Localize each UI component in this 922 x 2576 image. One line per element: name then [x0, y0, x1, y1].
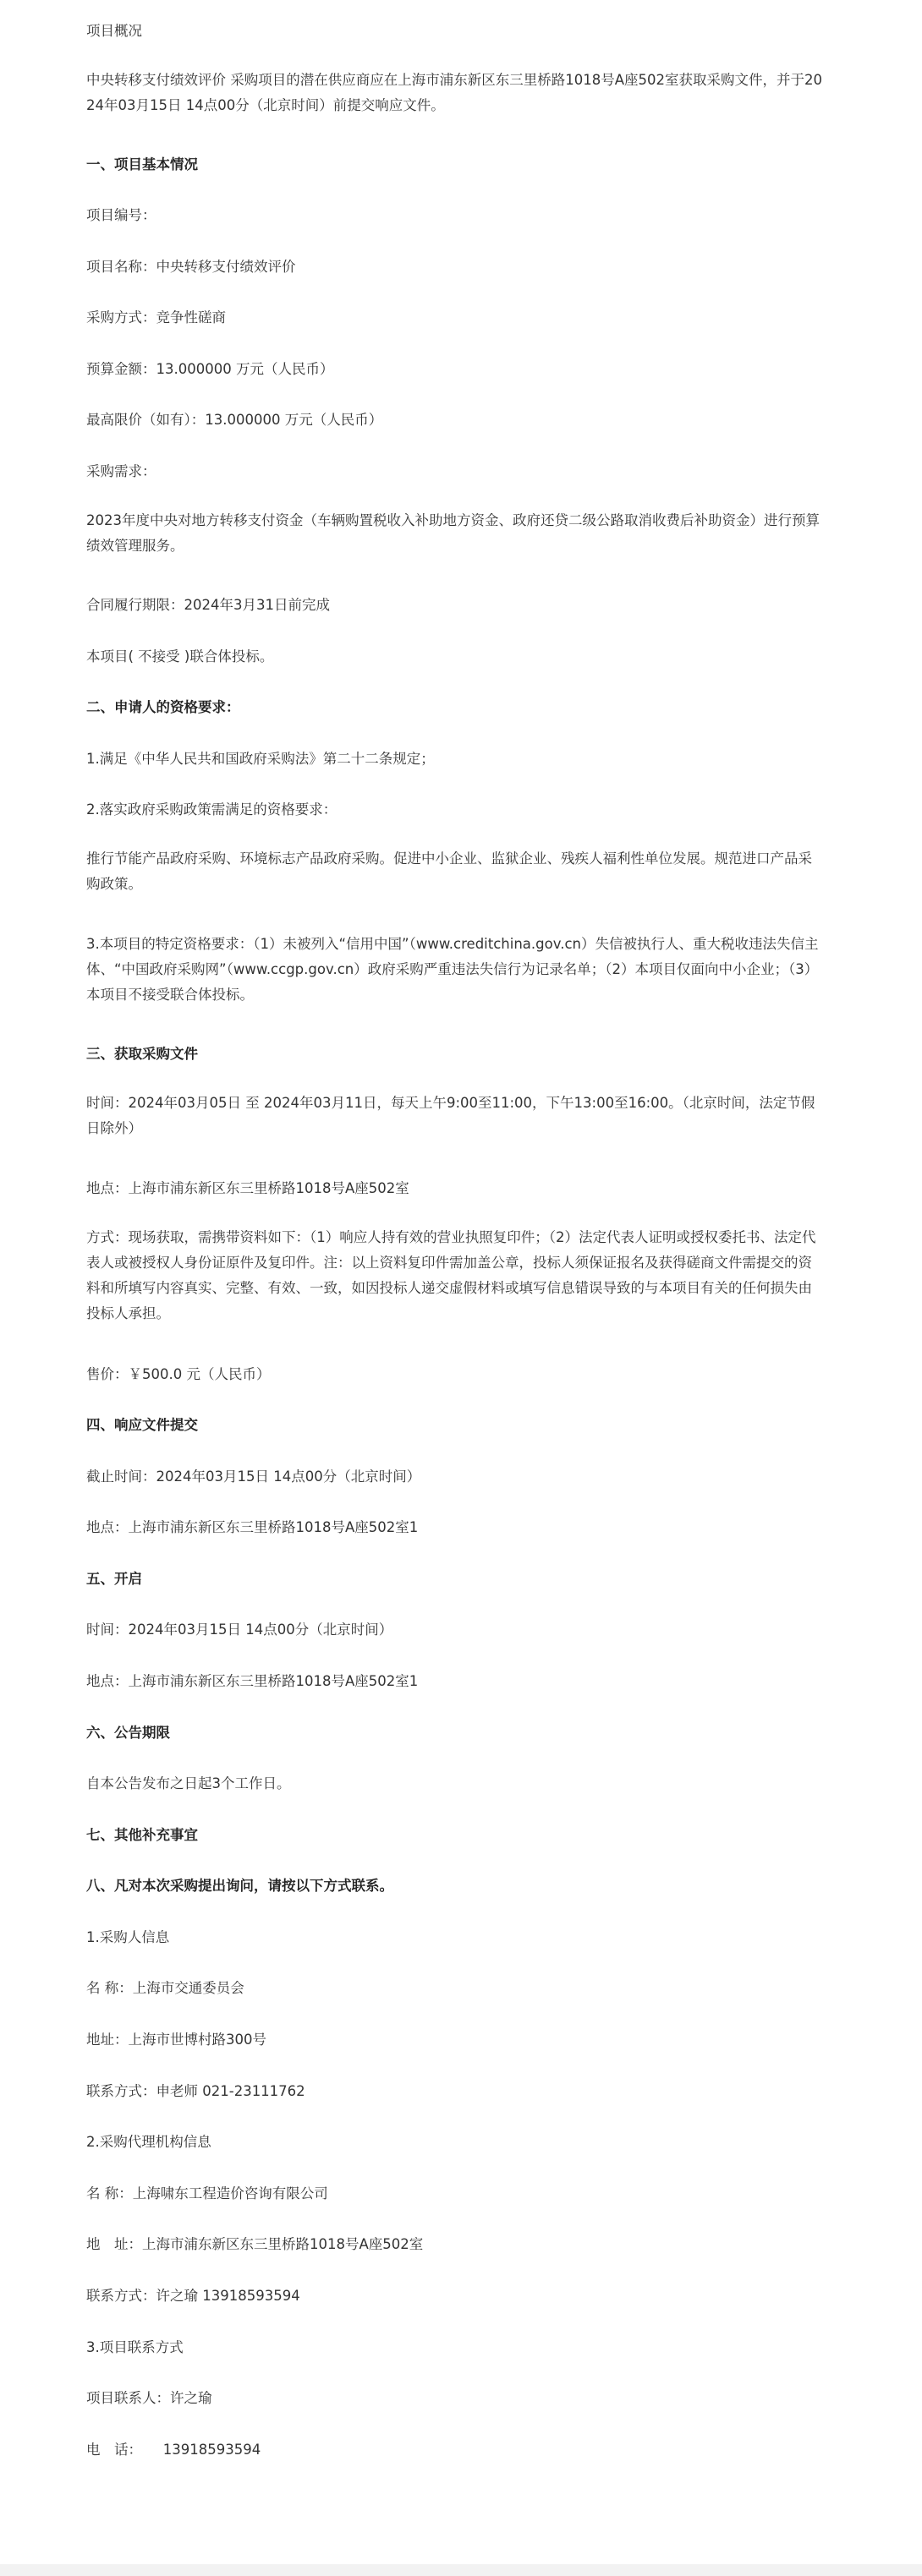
project-number: 项目编号：	[86, 207, 156, 223]
qualification-item-2: 2.落实政府采购政策需满足的资格要求：	[86, 801, 338, 818]
agency-label: 2.采购代理机构信息	[86, 2134, 211, 2150]
opening-place: 地点：上海市浦东新区东三里桥路1018号A座502室1	[86, 1673, 419, 1689]
section4-heading: 四、响应文件提交	[86, 1417, 198, 1433]
purchaser-address: 地址：上海市世博村路300号	[86, 2032, 266, 2048]
purchaser-name: 名 称：上海市交通委员会	[86, 1980, 244, 1996]
needs-label: 采购需求：	[86, 463, 156, 479]
section6-heading: 六、公告期限	[86, 1725, 170, 1741]
qualification-item-2-text: 推行节能产品政府采购、环境标志产品政府采购。促进中小企业、监狱企业、残疾人福利性单位发展。规范进口产品采购政策。	[86, 850, 812, 892]
purchaser-label: 1.采购人信息	[86, 1929, 170, 1945]
project-contact-label: 3.项目联系方式	[86, 2339, 184, 2355]
qualification-item-1: 1.满足《中华人民共和国政府采购法》第二十二条规定；	[86, 751, 435, 767]
acquire-place: 地点：上海市浦东新区东三里桥路1018号A座502室	[86, 1180, 409, 1196]
acquire-time: 时间：2024年03月05日 至 2024年03月11日，每天上午9:00至11:00，下午13:00至16:00。（北京时间，法定节假日除外）	[86, 1095, 815, 1136]
project-name: 项目名称：中央转移支付绩效评价	[86, 259, 296, 275]
section1-heading: 一、项目基本情况	[86, 156, 198, 172]
section2-heading: 二、申请人的资格要求：	[86, 699, 240, 715]
consortium-note: 本项目( 不接受 )联合体投标。	[86, 648, 274, 665]
overview-title: 项目概况	[86, 23, 142, 39]
section3-heading: 三、获取采购文件	[86, 1046, 198, 1062]
notice-period: 自本公告发布之日起3个工作日。	[86, 1775, 291, 1791]
contract-period: 合同履行期限：2024年3月31日前完成	[86, 597, 330, 613]
agency-name: 名 称：上海啸东工程造价咨询有限公司	[86, 2185, 328, 2201]
submission-place: 地点：上海市浦东新区东三里桥路1018号A座502室1	[86, 1519, 419, 1535]
acquire-method: 方式：现场获取，需携带资料如下：（1）响应人持有效的营业执照复印件；（2）法定代表人证明或授权委托书、法定代表人或被授权人身份证原件及复印件。注：以上资料复印件需加盖公章，投标人须保证报名及获得磋商文件需提交的资料和所填写内容真实、完整、有效、一致，如因投标人递交虚假材料或填写信息错误导致的与本项目有关的任何损失由投标人承担。	[86, 1229, 816, 1321]
submission-deadline: 截止时间：2024年03月15日 14点00分（北京时间）	[86, 1468, 421, 1485]
section5-heading: 五、开启	[86, 1571, 142, 1587]
agency-contact: 联系方式：许之瑜 13918593594	[86, 2288, 300, 2304]
section7-heading: 七、其他补充事宜	[86, 1827, 198, 1843]
project-contact-person: 项目联系人：许之瑜	[86, 2390, 212, 2406]
budget-amount: 预算金额：13.000000 万元（人民币）	[86, 361, 334, 377]
document-price: 售价：￥500.0 元（人民币）	[86, 1366, 271, 1382]
page-footer-strip	[0, 2564, 922, 2576]
qualification-item-3: 3.本项目的特定资格要求：（1）未被列入“信用中国”（www.creditchina.gov.cn）失信被执行人、重大税收违法失信主体、“中国政府采购网”（www.ccgp.gov.cn）政府采购严重违法失信行为记录名单；（2）本项目仅面向中小企业；（3）本项目不接受联合体投标。	[86, 936, 819, 1003]
overview-text: 中央转移支付绩效评价 采购项目的潜在供应商应在上海市浦东新区东三里桥路1018号A座502室获取采购文件，并于2024年03月15日 14点00分（北京时间）前提交响应文件。	[86, 72, 823, 113]
needs-text: 2023年度中央对地方转移支付资金（车辆购置税收入补助地方资金、政府还贷二级公路取消收费后补助资金）进行预算绩效管理服务。	[86, 512, 820, 554]
purchaser-contact: 联系方式：申老师 021-23111762	[86, 2083, 305, 2099]
project-contact-phone: 电 话： 13918593594	[86, 2442, 261, 2458]
opening-time: 时间：2024年03月15日 14点00分（北京时间）	[86, 1622, 393, 1638]
procurement-method: 采购方式：竞争性磋商	[86, 309, 226, 325]
agency-address: 地 址：上海市浦东新区东三里桥路1018号A座502室	[86, 2236, 424, 2252]
section8-heading: 八、凡对本次采购提出询问，请按以下方式联系。	[86, 1878, 393, 1894]
max-price: 最高限价（如有）：13.000000 万元（人民币）	[86, 412, 383, 428]
